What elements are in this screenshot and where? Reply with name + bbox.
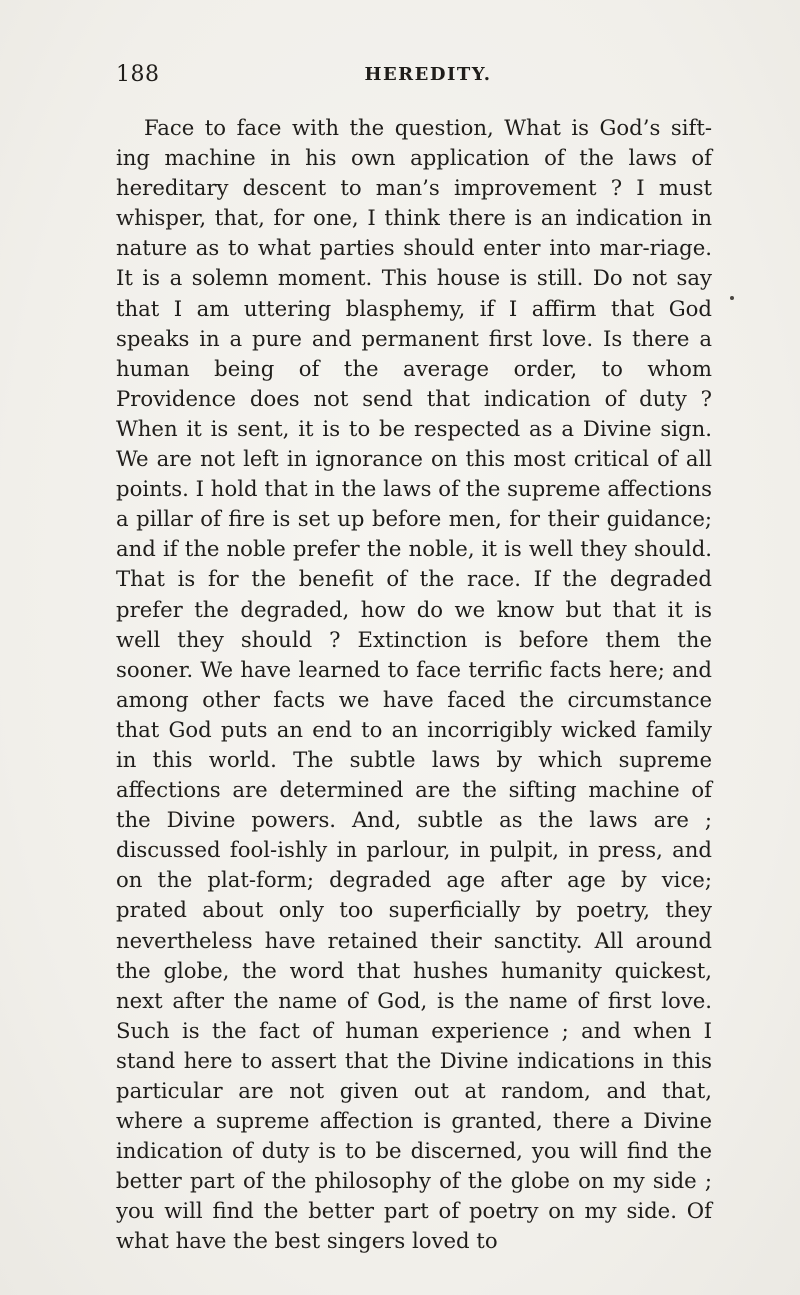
margin-speck [730,296,734,300]
running-head [116,62,712,92]
body-paragraph: Face to face with the question, What is God’s sift-ing machine in his own application of the laws of hereditary descent to man’s improvement ? I must whisper, that, for one, I think there is an indication in nature as to what parties should enter into mar-riage. It is a solemn moment. This house is still. Do not say that I am uttering blasphemy, if I affirm that God speaks in a pure and permanent first love. Is there a human being of the average order, to whom Providence does not send that indication of duty ? When it is sent, it is to be respected as a Divine sign. We are not left in ignorance on this most critical of all points. I hold that in the laws of the supreme affections a pillar of fire is set up before men, for their guidance; and if the noble prefer the noble, it is well they should. That is for the benefit of the race. If the degraded prefer the degraded, how do we know but that it is well they should ? Extinction is before them the sooner. We have learned to face terrific facts here; and among other facts we have faced the circumstance that God puts an end to an incorrigibly wicked family in this world. The subtle laws by which supreme affections are determined are the sifting machine of the Divine powers. And, subtle as the laws are ; discussed fool-ishly in parlour, in pulpit, in press, and on the plat-form; degraded age after age by vice; prated about only too superficially by poetry, they nevertheless have retained their sanctity. All around the globe, the word that hushes humanity quickest, next after the name of God, is the name of first love. Such is the fact of human experience ; and when I stand here to assert that the Divine indications in this particular are not given out at random, and that, where a supreme affection is granted, there a Divine indication of duty is to be discerned, you will find the better part of the philosophy of the globe on my side ; you will find the better part of poetry on my side. Of what have the best singers loved to [116,115,712,1254]
page-number: 188 [116,62,160,87]
running-title: HEREDITY. [364,64,492,85]
